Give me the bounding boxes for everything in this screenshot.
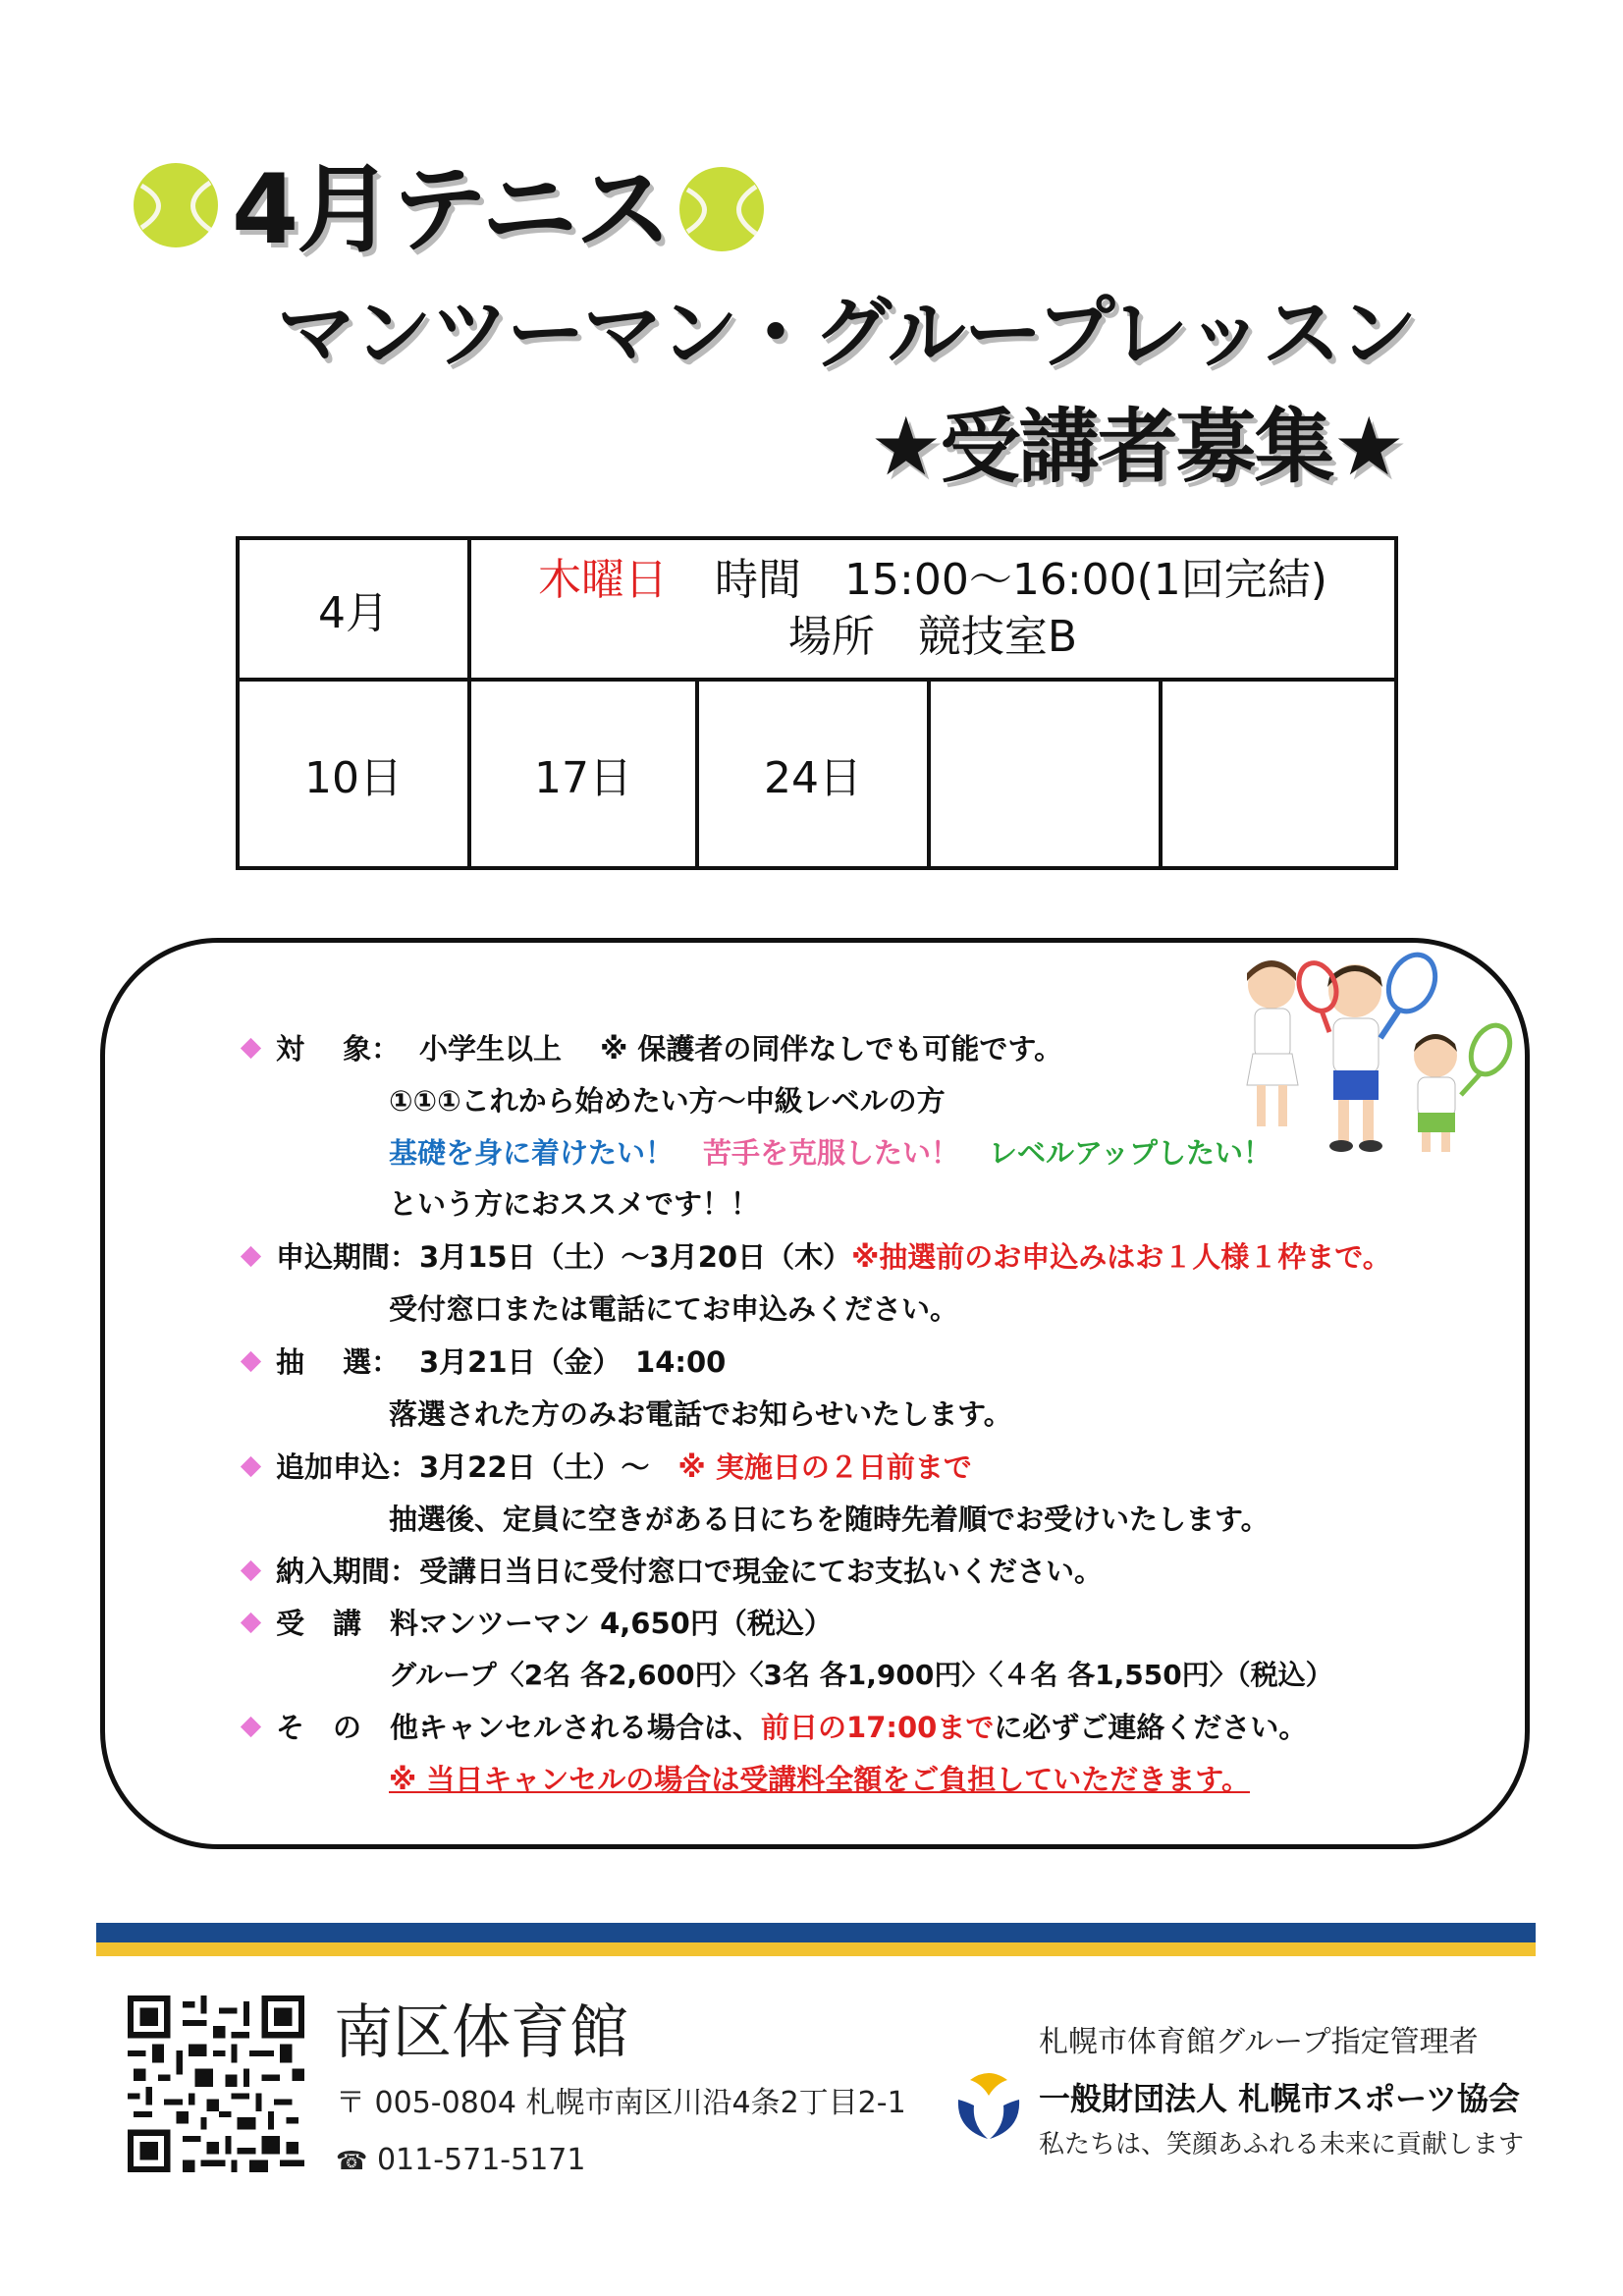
footer-band-yellow bbox=[96, 1942, 1536, 1956]
info-row-lottery bbox=[243, 1340, 726, 1381]
other-value-b: 前日の17:00まで bbox=[761, 1711, 995, 1744]
diamond-bullet-icon bbox=[241, 1246, 261, 1267]
org-slogan: 私たちは、笑顔あふれる未来に貢献します bbox=[1039, 2130, 1525, 2159]
schedule-time: 時間 15:00～16:00(1回完結) bbox=[715, 555, 1327, 605]
other-value-c: に必ずご連絡ください。 bbox=[994, 1711, 1308, 1744]
target-label: 対 象： bbox=[276, 1032, 401, 1066]
tennis-ball-icon bbox=[132, 161, 220, 249]
target-sub3: という方におススメです！！ bbox=[389, 1187, 760, 1221]
target-value: 小学生以上 ※ 保護者の同伴なしでも可能です。 bbox=[419, 1032, 1063, 1066]
apply-value: 3月15日（土）～3月20日（木） bbox=[419, 1240, 852, 1274]
other-value-a: キャンセルされる場合は、 bbox=[419, 1711, 762, 1744]
venue-phone-line bbox=[336, 2141, 585, 2181]
schedule-table bbox=[236, 536, 1398, 870]
tennis-ball-icon bbox=[677, 165, 766, 253]
fee-sub: グループ〈2名 各2,600円〉〈3名 各1,900円〉〈４名 各1,550円〉（税込） bbox=[389, 1659, 1333, 1691]
other-sub: ※ 当日キャンセルの場合は受講料全額をご負担していただきます。 bbox=[389, 1763, 1250, 1796]
venue-address: 〒 005-0804 札幌市南区川沿4条2丁目2-1 bbox=[336, 2086, 906, 2120]
extra-label: 追加申込： bbox=[276, 1450, 419, 1484]
apply-note: ※抽選前のお申込みはお１人様１枠まで。 bbox=[851, 1240, 1391, 1274]
schedule-weekday: 木曜日 bbox=[538, 555, 669, 605]
manager-label: 札幌市体育館グループ指定管理者 bbox=[1039, 2025, 1479, 2059]
diamond-bullet-icon bbox=[241, 1456, 261, 1477]
schedule-date-cell bbox=[1163, 682, 1394, 866]
title-line-1: 4月テニス bbox=[232, 154, 671, 266]
lottery-sub: 落選された方のみお電話でお知らせいたします。 bbox=[389, 1397, 1012, 1431]
info-row-other bbox=[243, 1706, 1307, 1746]
fee-label: 受 講 料： bbox=[276, 1607, 448, 1640]
diamond-bullet-icon bbox=[241, 1717, 261, 1737]
footer-band-blue bbox=[96, 1923, 1536, 1942]
diamond-bullet-icon bbox=[241, 1038, 261, 1059]
info-row-fee bbox=[243, 1602, 833, 1642]
title-line-3: ★受講者募集★ bbox=[870, 401, 1404, 494]
target-sub2-b: 苦手を克服したい！ bbox=[703, 1136, 960, 1170]
schedule-time-line bbox=[538, 552, 1327, 609]
lottery-value: 3月21日（金） 14:00 bbox=[419, 1345, 727, 1379]
target-sub2 bbox=[389, 1131, 1271, 1172]
diamond-bullet-icon bbox=[241, 1351, 261, 1372]
info-row-target bbox=[243, 1027, 1062, 1067]
info-row-apply bbox=[243, 1235, 1391, 1276]
title-line-2: マンツーマン・グループレッスン bbox=[277, 288, 1416, 379]
target-sub1: ①①①これから始めたい方～中級レベルの方 bbox=[389, 1084, 946, 1118]
schedule-place: 場所 競技室B bbox=[787, 612, 1078, 662]
info-row-pay bbox=[243, 1550, 1103, 1590]
schedule-date-cell: 10日 bbox=[304, 753, 403, 803]
phone-icon: ☎ bbox=[336, 2147, 368, 2176]
venue-name: 南区体育館 bbox=[334, 1998, 628, 2067]
apply-sub: 受付窓口または電話にてお申込みください。 bbox=[389, 1292, 959, 1326]
qr-code-icon bbox=[128, 1995, 304, 2172]
schedule-month: 4月 bbox=[318, 588, 389, 638]
schedule-date-cell bbox=[931, 682, 1159, 866]
sapporo-sports-association-logo bbox=[950, 2066, 1027, 2143]
extra-note: ※ 実施日の２日前まで bbox=[677, 1450, 972, 1484]
pay-label: 納入期間： bbox=[276, 1555, 419, 1588]
lottery-label: 抽 選： bbox=[276, 1345, 401, 1379]
info-row-extra bbox=[243, 1446, 972, 1486]
extra-value: 3月22日（土）～ bbox=[419, 1450, 678, 1484]
target-sub2-a: 基礎を身に着けたい！ bbox=[389, 1136, 675, 1170]
org-name: 一般財団法人 札幌市スポーツ協会 bbox=[1039, 2080, 1520, 2117]
diamond-bullet-icon bbox=[241, 1560, 261, 1581]
diamond-bullet-icon bbox=[241, 1613, 261, 1633]
tennis-players-illustration bbox=[1208, 948, 1522, 1159]
schedule-date-cell: 24日 bbox=[764, 753, 862, 803]
target-sub2-c: レベルアップしたい！ bbox=[989, 1136, 1272, 1170]
schedule-header bbox=[471, 540, 1394, 678]
venue-phone: 011-571-5171 bbox=[376, 2143, 586, 2177]
extra-sub: 抽選後、定員に空きがある日にちを随時先着順でお受けいたします。 bbox=[389, 1503, 1270, 1536]
other-label: そ の 他： bbox=[276, 1711, 448, 1744]
apply-label: 申込期間： bbox=[276, 1240, 419, 1274]
fee-value: マンツーマン 4,650円（税込） bbox=[419, 1607, 833, 1640]
schedule-date-cell: 17日 bbox=[534, 753, 632, 803]
pay-value: 受講日当日に受付窓口で現金にてお支払いください。 bbox=[419, 1555, 1104, 1588]
